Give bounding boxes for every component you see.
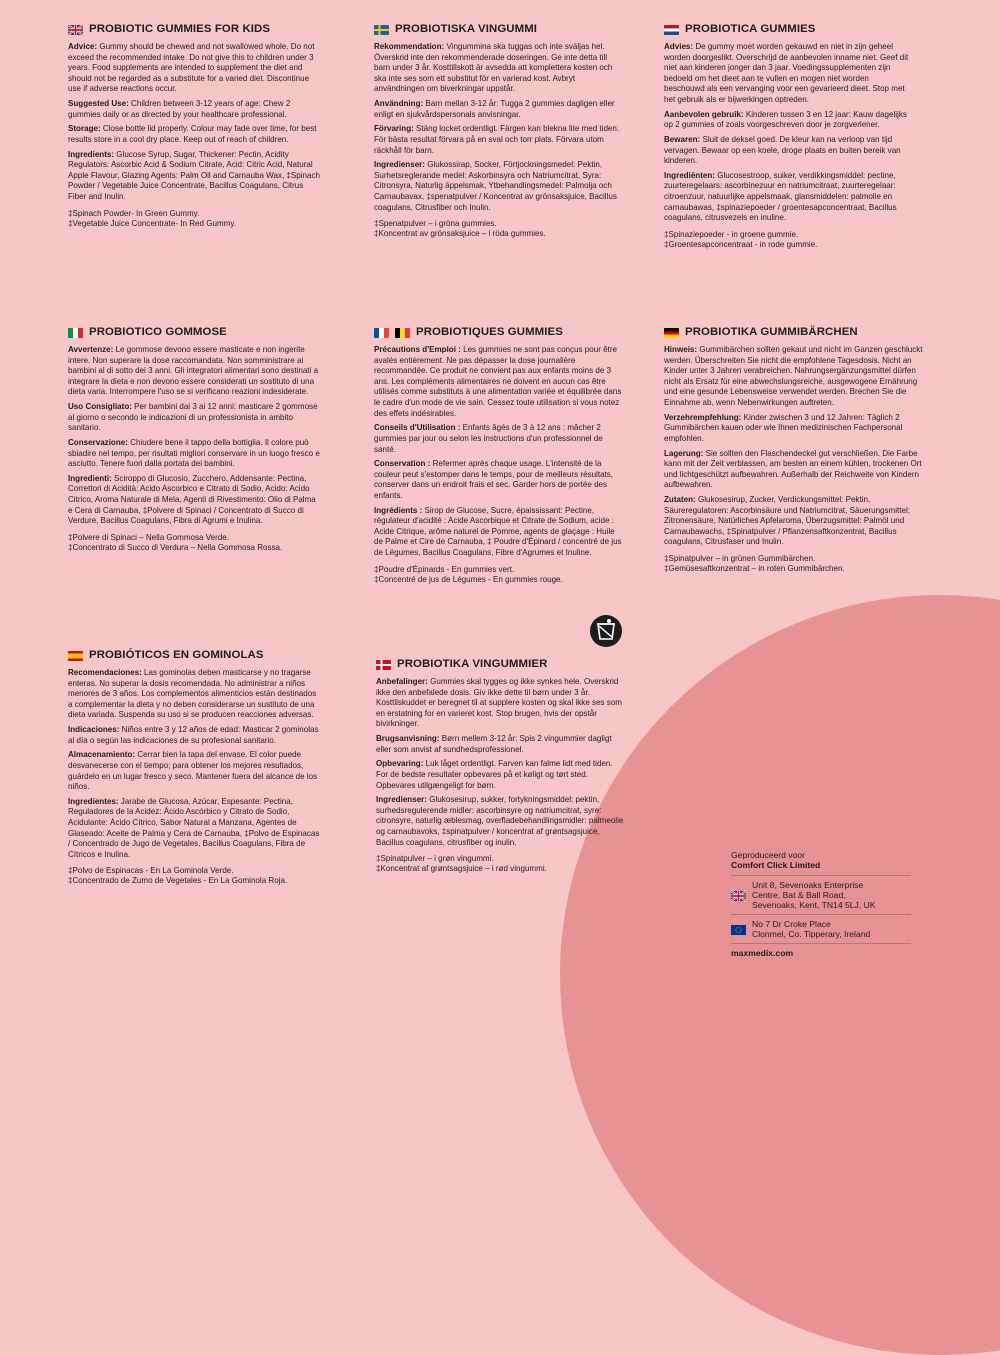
section-english [68,22,320,229]
usage-paragraph: Aanbevolen gebruik: Kinderen tussen 3 en 12 jaar: Kauw dagelijks op 2 gummies of zoals voorgeschreven door je zorgverlener. [664,109,907,130]
recycle-bin-icon [589,614,623,648]
denmark-flag-icon [376,660,391,670]
advice-paragraph: Rekommendation: Vingummina ska tuggas och inte sväljas hel. Överskrid inte den rekommenderade doseringen. Ge inte detta till barn under 3 år. Kosttillskott är avsedda att komplettera kosten och ska inte ses som ett substitut för en varierad kost. Avbryt användningen om biverkningar uppstår. [374,42,613,94]
section-french [374,325,624,585]
ingredients-paragraph: Ingredienser: Glukossirap, Socker, Förtjockningsmedel: Pektin, Surhetsreglerande medel: Askorbinsyra och Natriumcitrat, Syra: Citronsyra, Naturlig äppelsmak, Ytbehandlingsmedel: Palmolja och Carnaubavax, ‡spenatpulver / Koncentrat av grönsaksjuice, Bacillus coagulans, Citrusfiber och Inulin. [374,160,617,212]
manufacturer-address [731,850,911,958]
storage-paragraph: Almacenamiento: Cerrar bien la tapa del envase. El color puede desvanecerse con el tiempo; para obtener los mejores resultados, guárdelo en un lugar fresco y seco. Mantener fuera del alcance de los niños. [68,750,318,792]
section-title: PROBIOTIC GUMMIES FOR KIDS [89,23,271,35]
storage-paragraph: Opbevaring: Luk låget ordentligt. Farven kan falme lidt med tiden. For de bedste resultater opbevares på et køligt og tørt sted. Opbevares utilgængeligt for børn. [376,759,613,790]
produced-for-label: Geproduceerd voor [731,850,806,860]
usage-paragraph: Indicaciones: Niños entre 3 y 12 años de edad: Masticar 2 gominolas al día o según las indicaciones de su profesional sanitario. [68,725,319,745]
ingredients-paragraph: Ingredienti: Sciroppo di Glucosio, Zucchero, Addensante: Pectina, Correttori di Acidità: Acido Ascorbico e Citrato di Sodio, Acido: Acido Citrico, Aroma Naturale di Mela, Agenti di Rivestimento: Olio di Palma e Cera di Carnauba, ‡Polvere di Spinaci / Concentrato di Succo di Verdure, Bacillus Coagulans, Fibra di Agrumi e Inulina. [68,473,316,526]
section-title: PROBIOTIQUES GUMMIES [416,326,563,338]
storage-paragraph: Förvaring: Stäng locket ordentligt. Färgen kan blekna lite med tiden. För bästa resultat förvara på en sval och torr plats. Förvara utom räckhåll för barn. [374,124,620,155]
ingredients-paragraph: Zutaten: Glukosesirup, Zucker, Verdickungsmittel: Pektin, Säureregulatoren: Ascorbinsäure und Natriumcitrat, Säuerungsmittel: Zitronensäure, Natürliches Apfelaroma, Überzugsmittel: Palmöl und Carnaubawachs, ‡Spinatpulver / Pflanzensaftkonzentrat, Bacillus coagulans, Citrusfaser und Inulin. [664,494,911,547]
footnotes: ‡Spinatpulver – in grünen Gummibärchen. ‡Gemüsesaftkonzentrat – in roten Gummibärchen. [664,554,845,574]
ingredients-paragraph: Ingredientes: Jarabe de Glucosa, Azúcar, Espesante: Pectina, Reguladores de la Acidez: Ácido Ascórbico y Citrato de Sodio, Acidulante: Ácido Cítrico, Sabor Natural a Manzana, Agentes de Glaseado: Aceite de Palma y Cera de Carnauba, ‡Polvo de Espinacas / Concentrado de Jugo de Vegetales, Bacillus Coagulans, Fibra de Cítricos e Inulina. [68,796,320,859]
eu-flag-icon [731,921,746,939]
storage-paragraph: Conservazione: Chiudere bene il tappo della bottiglia. Il colore può sbiadire nel tempo, per risultati migliori conservare in un luogo fresco e asciutto. Tenere fuori dalla portata dei bambini. [68,437,320,469]
usage-paragraph: Verzehrempfehlung: Kinder zwischen 3 und 12 Jahren: Täglich 2 Gummibärchen kauen oder wie Ihnen medizinischen Fachpersonal empfohlen. [664,412,903,443]
company-name: Comfort Click Limited [731,860,821,870]
usage-paragraph: Brugsanvisning: Børn mellem 3-12 år: Spis 2 vingummier dagligt eller som anvist af sundhedsprofessionel. [376,734,612,754]
advice-paragraph: Hinweis: Gummibärchen sollten gekaut und nicht im Ganzen geschluckt werden. Überschreiten Sie nicht die empfohlene Tagesdosis. Nicht an Kinder unter 3 Jahren verabreichen. Nahrungsergänzungsmittel dürfen nicht als Ersatz für eine abwechslungsreiche, ausgewogene Ernährung und eine gesunde Lebensweise verwendet werden. Brechen Sie die Einnahme ab, wenn Nebenwirkungen auftreten. [664,345,923,408]
storage-paragraph: Bewaren: Sluit de deksel goed. De kleur kan na verloop van tijd vervagen. Bewaar op een koele, droge plaats en buiten bereik van kinderen. [664,134,901,166]
advice-paragraph: Advies: De gummy moet worden gekauwd en niet in zijn geheel worden doorgeslikt. Overschrijd de aanbevolen inname niet. Geef dit niet aan kinderen jonger dan 3 jaar. Voedingssupplementen zijn bedoeld om het dieet aan te vullen en mogen niet worden beschouwd als een vervanging voor een gevarieerd dieet. Stop met het gebruik als er bijwerkingen optreden. [664,42,909,105]
advice-paragraph: Advice: Gummy should be chewed and not swallowed whole. Do not exceed the recommended intake. Do not give this to children under 3 years. Food supplements are intended to supplement the diet and should not be regarded as a substitute for a varied diet. Discontinue use if adverse reactions occur. [68,42,315,94]
footnotes: ‡Poudre d'Épinards - En gummies vert. ‡Concentré de jus de Légumes - En gummies rouge. [374,564,563,584]
section-title: PROBIOTICA GUMMIES [685,23,816,35]
footnotes: ‡Polvo de Espinacas - En La Gominola Verde. ‡Concentrado de Zumo de Vegetales - En La Gominola Roja. [68,866,288,886]
ingredients-paragraph: Ingredienser: Glukosesirup, sukker, fortykningsmiddel: pektin, surhedsregulerende midler: ascorbinsyre og natriumcitrat, syre: citronsyre, naturlig æblesmag, overfladebehandlingsmidler: palmeolie og carnaubavoks, ‡spinatpulver / koncentrat af grøntsagsjuice, Bacillus coagulans, citrusfiber og inulin. [376,795,624,847]
section-spanish [68,648,320,887]
netherlands-flag-icon [664,25,679,35]
uk-flag-icon [731,882,746,910]
website-link[interactable]: maxmedix.com [731,943,911,958]
footnotes: ‡Spinatpulver – i grøn vingummi. ‡Koncentrat af grøntsagsjuice – i rød vingummi. [376,854,547,874]
advice-paragraph: Précautions d'Emploi : Les gummies ne sont pas conçus pour être avalés entièrement. Ne pas dépasser la dose journalière recommandée. Ce produit ne convient pas aux enfants moins de 3 ans. Les compléments alimentaires ne doivent en aucun cas être utilisés comme substituts à une alimentation variée et équilibrée dans le cadre d'un mode de vie sain. Cessez toute utilisation si vous notez des effets indésirables. [374,345,622,418]
ireland-address: No 7 Dr Croke Place Clonmel, Co. Tipperary, Ireland [731,914,911,943]
section-title: PROBIOTIKA VINGUMMIER [397,658,548,670]
section-danish [376,657,626,874]
italy-flag-icon [68,328,83,338]
usage-paragraph: Conseils d'Utilisation : Enfants âgés de 3 à 12 ans : mâcher 2 gummies par jour ou selon les instructions d'un professionnel de santé. [374,423,603,454]
germany-flag-icon [664,328,679,338]
section-dutch [664,22,911,250]
uk-address: Unit 8, Sevenoaks Enterprise Centre, Bat & Ball Road, Sevenoaks, Kent, TN14 5LJ, UK [731,875,911,914]
section-title: PROBIOTISKA VINGUMMI [395,23,538,35]
usage-paragraph: Användning: Barn mellan 3-12 år: Tugga 2 gummies dagligen eller enligt en sjukvårdspersonals anvisningar. [374,99,615,119]
belgium-flag-icon [395,328,410,338]
advice-paragraph: Avvertenze: Le gommose devono essere masticate e non ingerite intere. Non superare la dose raccomandata. Non somministrare ai bambini al di sotto dei 3 anni. Gli integratori alimentari sono destinati a integrare la dieta e non devono essere considerati un sostituto di una dieta varia. Interrompere l'uso se si verificano reazioni indesiderate. [68,345,319,397]
spain-flag-icon [68,651,83,661]
footnotes: ‡Polvere di Spinaci – Nella Gommosa Verde. ‡Concentrato di Succo di Verdura – Nella Gommosa Rossa. [68,532,283,552]
usage-paragraph: Uso Consigliato: Per bambini dai 3 ai 12 anni: masticare 2 gommose al giorno o secondo le indicazioni di un professionista in ambito sanitario. [68,402,318,433]
section-italian [68,325,320,553]
storage-paragraph: Storage: Close bottle lid properly. Colour may fade over time, for best results store in a cool dry place. Keep out of reach of children. [68,124,317,144]
section-title: PROBIOTICO GOMMOSE [89,326,227,338]
decorative-circle [560,595,1000,1355]
section-title: PROBIÓTICOS EN GOMINOLAS [89,649,264,661]
footnotes: ‡Spinaziepoeder - in groene gummie. ‡Groentesapconcentraat - in rode gummie. [664,229,818,249]
section-swedish [374,22,621,239]
uk-flag-icon [68,25,83,35]
sweden-flag-icon [374,25,389,35]
storage-paragraph: Lagerung: Sie sollten den Flaschendeckel gut verschließen. Die Farbe kann mit der Zeit verblassen, am besten an einem kühlen, trockenen Ort und lichtgeschützt aufbewahren. Außerhalb der Reichweite von Kindern aufbewahren. [664,448,922,490]
section-german [664,325,924,574]
ingredients-paragraph: Ingredients: Glucose Syrup, Sugar, Thickener: Pectin, Acidity Regulators: Ascorbic Acid & Sodium Citrate, Acid: Citric Acid, Natural Apple Flavour, Glazing Agents: Palm Oil and Carnauba Wax, ‡Spinach Powder / Vegetable Juice Concentrate, Bacillus Coagulans, Citrus Fiber and Inulin. [68,149,320,201]
ingredients-paragraph: Ingrédients : Sirop de Glucose, Sucre, épaississant: Pectine, régulateur d'acidité : Acide Ascorbique et Citrate de Sodium, acide : Acide Citrique, arôme naturel de Pomme, agents de glaçage : Huile de Palme et Cire de Carnauba, ‡ Poudre d'Épinard / concentré de jus de Légumes, Bacillus Coagulans, Fibre d'Agrumes et Inuline. [374,505,622,558]
advice-paragraph: Anbefalinger: Gummies skal tygges og ikke synkes hele. Overskrid ikke den anbefalede dosis. Giv ikke dette til børn under 3 år. Kosttilskuddet er beregnet til at supplere kosten og skal ikke ses som en erstatning for en varieret kost. Stop brugen, hvis der opstår bivirkninger. [376,677,623,729]
footnotes: ‡Spenatpulver – i gröna gummies. ‡Koncentrat av grönsaksjuice – i röda gummies. [374,219,546,239]
advice-paragraph: Recomendaciones: Las gominolas deben masticarse y no tragarse enteras. No superar la dosis recomendada. No administrar a niños menores de 3 años. Los complementos alimenticios están destinados a complementar la dieta y no deben considerarse un sustituto de una dieta variada. Suspenda su uso si se producen reacciones adversas. [68,668,317,720]
france-flag-icon [374,328,389,338]
ingredients-paragraph: Ingrediënten: Glucosestroop, suiker, verdikkingsmiddel: pectine, zuurteregelaars: ascorbinezuur en natriumcitraat, zuurteregelaar: citroenzuur, natuurlijke appelsmaak, glansmiddelen: palmolie en carnaubawas, ‡spinaziepoeder / groentesapconcentraat, Bacillus coagulans, citrusvezels en inuline. [664,170,897,223]
storage-paragraph: Conservation : Refermer après chaque usage. L'intensité de la couleur peut s'estomper dans le temps, pour de meilleurs résultats, conserver dans un endroit frais et sec. Garder hors de portée des enfants. [374,459,614,500]
usage-paragraph: Suggested Use: Children between 3-12 years of age: Chew 2 gummies daily or as directed by your healthcare professional. [68,99,291,119]
footnotes: ‡Spinach Powder- In Green Gummy. ‡Vegetable Juice Concentrate- In Red Gummy. [68,208,237,228]
section-title: PROBIOTIKA GUMMIBÄRCHEN [685,326,858,338]
